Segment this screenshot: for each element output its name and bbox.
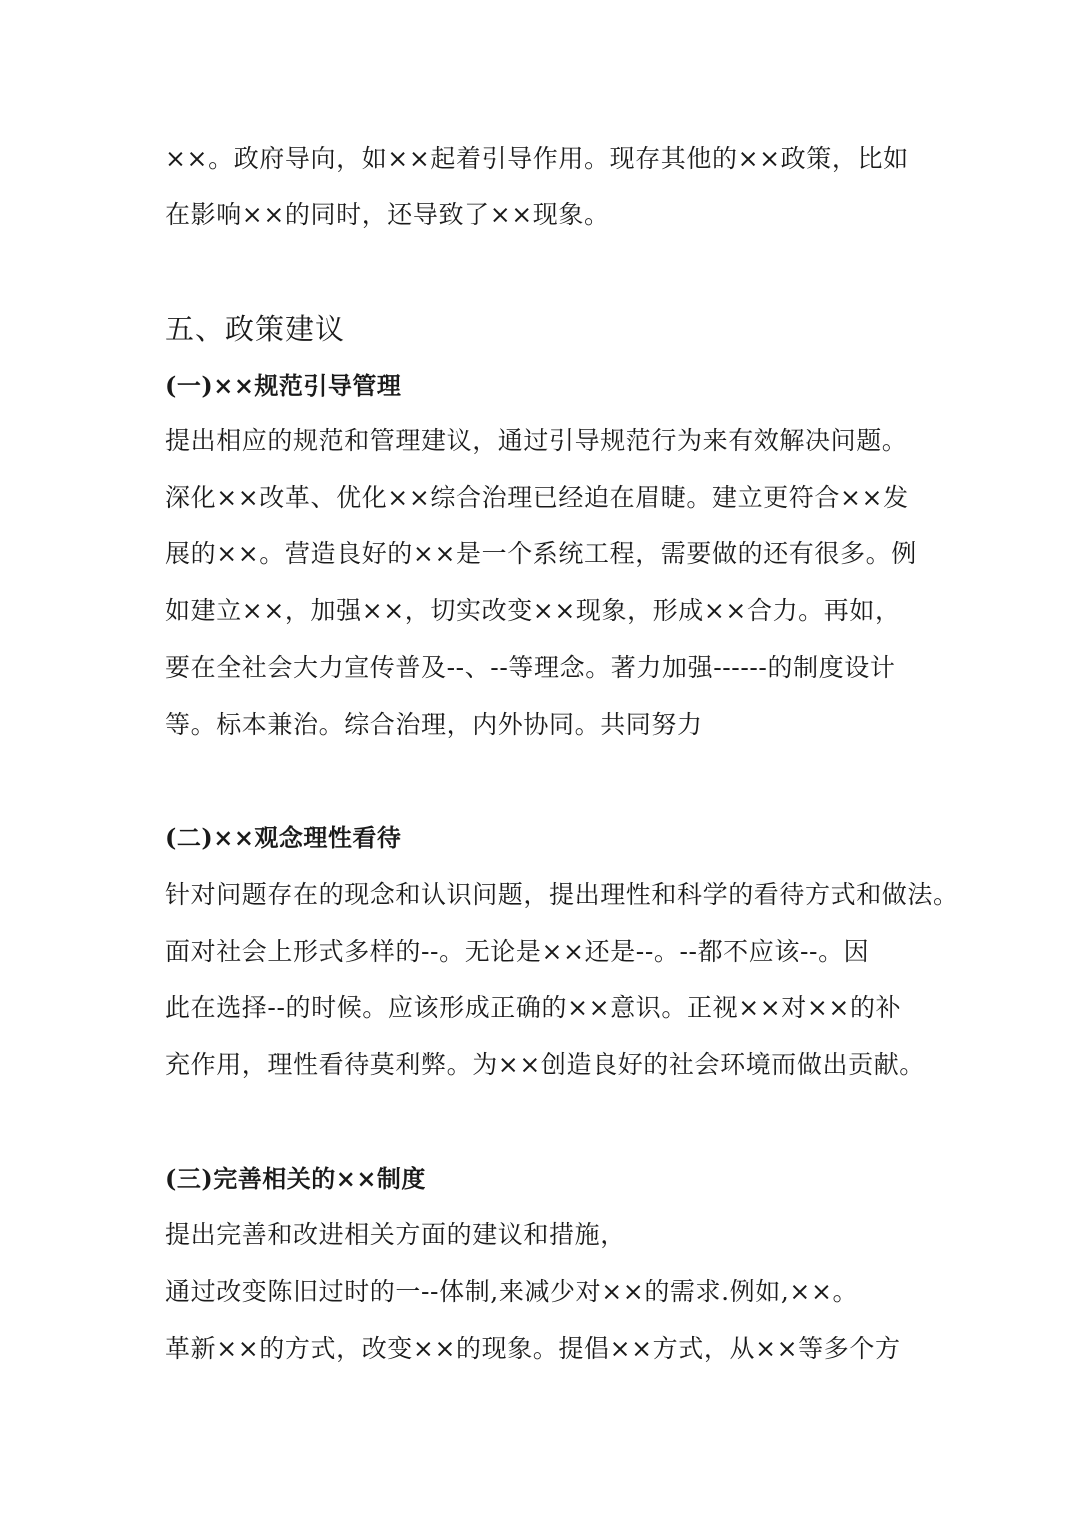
paragraph-line: 充作用，理性看待莫利弊。为××创造良好的社会环境而做出贡献。 <box>165 1050 925 1079</box>
paragraph-line: 提出相应的规范和管理建议，通过引导规范行为来有效解决问题。 <box>165 426 908 455</box>
subsection-heading-2: (二)××观念理性看待 <box>165 823 402 852</box>
paragraph-line: 如建立××，加强××，切实改变××现象，形成××合力。再如， <box>165 596 901 625</box>
paragraph-line: 要在全社会大力宣传普及--、--等理念。著力加强------的制度设计 <box>165 653 896 682</box>
paragraph-line: 等。标本兼治。综合治理，内外协同。共同努力 <box>165 710 703 739</box>
section-title: 五、政策建议 <box>165 312 346 346</box>
paragraph-line: 面对社会上形式多样的--。无论是××还是--。--都不应该--。因 <box>165 937 870 966</box>
paragraph-line: 针对问题存在的现念和认识问题，提出理性和科学的看待方式和做法。 <box>165 880 959 909</box>
paragraph-line: 此在选择--的时候。应该形成正确的××意识。正视××对××的补 <box>165 993 902 1022</box>
paragraph-line: 展的××。营造良好的××是一个系统工程，需要做的还有很多。例 <box>165 539 917 568</box>
intro-line: ××。政府导向，如××起着引导作用。现存其他的××政策，比如 <box>165 144 909 173</box>
subsection-heading-1: (一)××规范引导管理 <box>165 371 402 400</box>
paragraph-line: 革新××的方式，改变××的现象。提倡××方式，从××等多个方 <box>165 1334 901 1363</box>
paragraph-line: 通过改变陈旧过时的一--体制,来减少对××的需求.例如,××。 <box>165 1277 859 1306</box>
paragraph-line: 深化××改革、优化××综合治理已经迫在眉睫。建立更符合××发 <box>165 483 909 512</box>
paragraph-line: 提出完善和改进相关方面的建议和措施， <box>165 1220 626 1249</box>
subsection-heading-3: (三)完善相关的××制度 <box>165 1164 426 1193</box>
intro-line: 在影响××的同时，还导致了××现象。 <box>165 200 610 229</box>
